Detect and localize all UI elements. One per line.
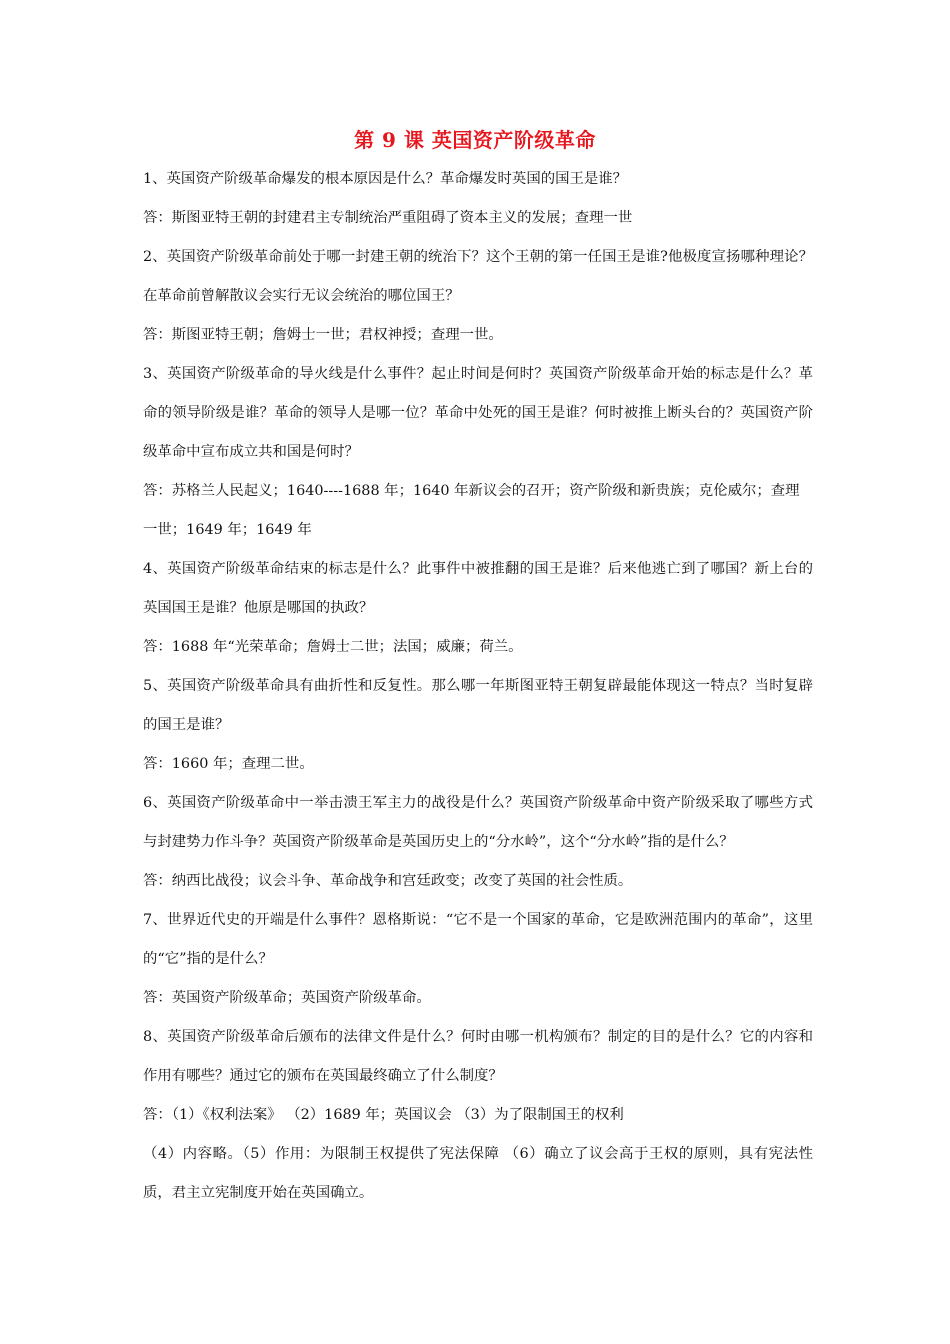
answer-8-continued: （4）内容略。（5）作用：为限制王权提供了宪法保障 （6）确立了议会高于王权的原则，具有宪法性质，君主立宪制度开始在英国确立。: [143, 1146, 813, 1201]
question-4: 4、英国资产阶级革命结束的标志是什么？此事件中被推翻的国王是谁？后来他逃亡到了哪国？新上台的英国国王是谁？他原是哪国的执政？: [143, 561, 813, 616]
answer-4: 答：1688 年“光荣革命；詹姆士二世；法国；威廉；荷兰。: [143, 639, 523, 655]
qa-item-7: [143, 901, 813, 1018]
answer-3: 答：苏格兰人民起义；1640----1688 年；1640 年新议会的召开；资产阶级和新贵族；克伦威尔；查理一世；1649 年；1649 年: [143, 483, 800, 538]
qa-item-2: [143, 238, 813, 355]
answer-7: 答：英国资产阶级革命；英国资产阶级革命。: [143, 990, 431, 1006]
answer-8: 答：（1）《权利法案》 （2）1689 年；英国议会 （3）为了限制国王的权利: [143, 1107, 624, 1123]
qa-item-8: [143, 1018, 813, 1213]
question-8: 8、英国资产阶级革命后颁布的法律文件是什么？何时由哪一机构颁布？制定的目的是什么？它的内容和作用有哪些？通过它的颁布在英国最终确立了什么制度？: [143, 1029, 813, 1084]
qa-item-5: [143, 667, 813, 784]
qa-item-4: [143, 550, 813, 667]
answer-6: 答：纳西比战役；议会斗争、革命战争和宫廷政变；改变了英国的社会性质。: [143, 873, 633, 889]
question-1: 1、英国资产阶级革命爆发的根本原因是什么？革命爆发时英国的国王是谁？: [143, 171, 628, 187]
answer-1: 答：斯图亚特王朝的封建君主专制统治严重阻碍了资本主义的发展；查理一世: [143, 210, 633, 226]
question-5: 5、英国资产阶级革命具有曲折性和反复性。那么哪一年斯图亚特王朝复辟最能体现这一特点？当时复辟的国王是谁？: [143, 678, 813, 733]
question-7: 7、世界近代史的开端是什么事件？恩格斯说：“它不是一个国家的革命，它是欧洲范围内的革命”，这里的“它”指的是什么？: [143, 912, 813, 967]
qa-list: [143, 160, 813, 1213]
answer-5: 答：1660 年；查理二世。: [143, 756, 314, 772]
answer-2: 答：斯图亚特王朝；詹姆士一世；君权神授；查理一世。: [143, 327, 503, 343]
question-3: 3、英国资产阶级革命的导火线是什么事件？起止时间是何时？英国资产阶级革命开始的标志是什么？革命的领导阶级是谁？革命的领导人是哪一位？革命中处死的国王是谁？何时被推上断头台的？英国资产阶级革命中宣布成立共和国是何时？: [143, 366, 813, 460]
qa-item-6: [143, 784, 813, 901]
question-2: 2、英国资产阶级革命前处于哪一封建王朝的统治下？这个王朝的第一任国王是谁?他极度宣扬哪种理论？在革命前曾解散议会实行无议会统治的哪位国王？: [143, 249, 813, 304]
lesson-title: 第 9 课 英国资产阶级革命: [354, 128, 596, 152]
qa-item-1: [143, 160, 813, 238]
qa-item-3: [143, 355, 813, 550]
question-6: 6、英国资产阶级革命中一举击溃王军主力的战役是什么？英国资产阶级革命中资产阶级采取了哪些方式与封建势力作斗争？英国资产阶级革命是英国历史上的“分水岭”，这个“分水岭”指的是什么？: [143, 795, 813, 850]
